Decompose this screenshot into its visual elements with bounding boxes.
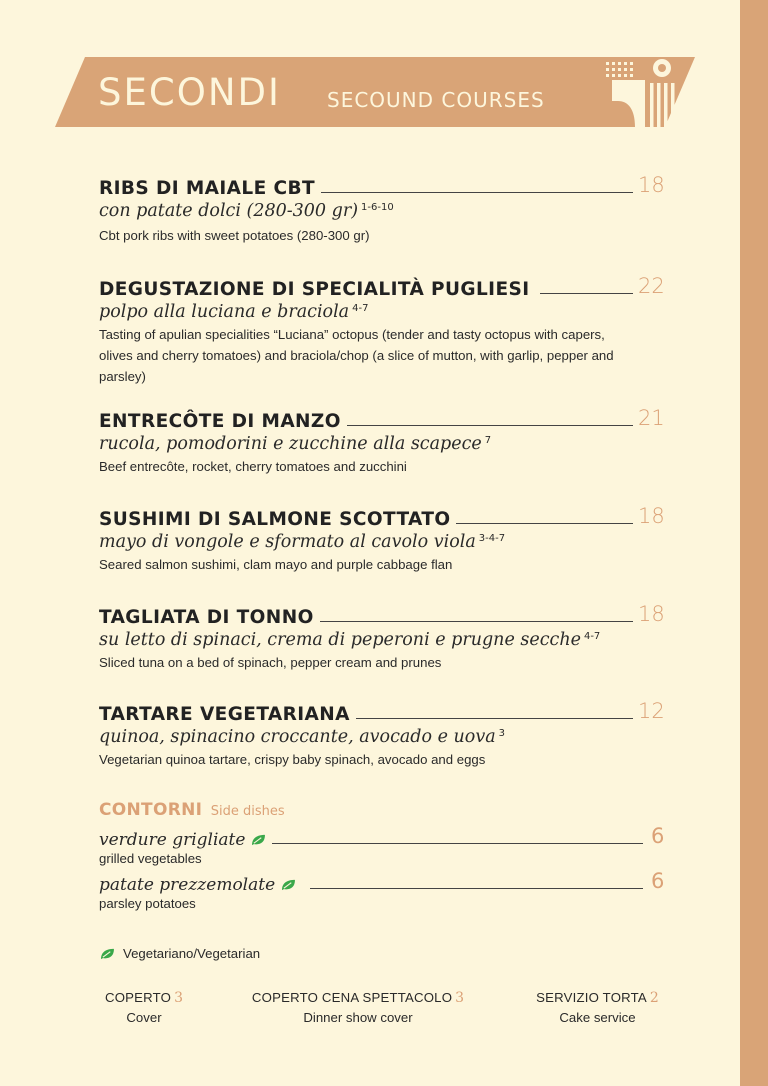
fee-price: 3 [174, 990, 184, 1006]
dish-price: 18 [638, 504, 665, 528]
dish-name: DEGUSTAZIONE DI SPECIALITÀ PUGLIESI [99, 279, 530, 300]
side-dishes-heading [99, 800, 285, 820]
side-dish-price: 6 [651, 824, 665, 848]
dish-subtitle-text: su letto di spinaci, crema di peperoni e prugne secche [99, 630, 581, 650]
leader-line [540, 293, 634, 294]
menu-item [99, 504, 665, 575]
dish-subtitle-text: con patate dolci (280-300 gr) [99, 201, 359, 221]
dish-subtitle [99, 434, 639, 454]
legend-label: Vegetariano/Vegetarian [123, 946, 261, 961]
allergens: 4-7 [583, 631, 601, 642]
fee-price: 3 [455, 990, 465, 1006]
allergens: 7 [484, 435, 492, 446]
allergens: 1-6-10 [361, 202, 394, 213]
side-decor-strip [740, 0, 768, 1086]
fee-english: Cake service [559, 1010, 636, 1025]
menu-item [99, 274, 665, 387]
dish-subtitle-text: polpo alla luciana e braciola [99, 302, 350, 322]
dish-name: TAGLIATA DI TONNO [99, 607, 314, 628]
leaf-icon [251, 834, 266, 846]
fee-name: COPERTO CENA SPETTACOLO [251, 990, 453, 1005]
page-subtitle: SECOUND COURSES [327, 88, 545, 112]
side-dish-price: 6 [651, 869, 665, 893]
leader-line [272, 843, 643, 844]
dish-name: TARTARE VEGETARIANA [99, 704, 350, 725]
leaf-icon [281, 879, 296, 891]
dish-subtitle-text: quinoa, spinacino croccante, avocado e uova [99, 727, 496, 747]
leader-line [321, 192, 633, 193]
fee-english: Dinner show cover [303, 1010, 413, 1025]
allergens: 3-4-7 [478, 533, 506, 544]
side-dish-item [99, 869, 665, 911]
fee-item [231, 989, 485, 1025]
side-dish-description: grilled vegetables [99, 851, 202, 866]
dish-price: 22 [638, 274, 665, 298]
side-dish-name [99, 830, 266, 850]
leader-line [456, 523, 633, 524]
dish-description: Beef entrecôte, rocket, cherry tomatoes and zucchini [99, 459, 407, 474]
dish-description: Vegetarian quinoa tartare, crispy baby spinach, avocado and eggs [99, 752, 486, 767]
dish-description: Sliced tuna on a bed of spinach, pepper cream and prunes [99, 655, 442, 670]
leader-line [310, 888, 643, 889]
leader-line [356, 718, 633, 719]
menu-item [99, 699, 665, 770]
dish-subtitle-text: mayo di vongole e sformato al cavolo viola [99, 532, 476, 552]
fee-price: 2 [649, 990, 659, 1006]
dish-description: Seared salmon sushimi, clam mayo and purple cabbage flan [99, 557, 453, 572]
legend [100, 946, 260, 961]
menu-item [99, 602, 665, 673]
allergens: 3 [498, 728, 506, 739]
dish-description: Tasting of apulian specialities “Luciana” octopus (tender and tasty octopus with capers, olives and cherry tomatoes) and braciola/chop (a slice of mutton, with garlip, pepper and parsley) [99, 327, 614, 384]
dish-price: 18 [638, 173, 665, 197]
dish-subtitle [99, 201, 639, 221]
side-dish-item [99, 824, 665, 866]
side-dishes-title: CONTORNI [99, 800, 203, 820]
fee-name: COPERTO [104, 990, 172, 1005]
leaf-icon [100, 948, 115, 960]
dish-subtitle [99, 532, 639, 552]
dish-subtitle [99, 727, 639, 747]
side-dish-name-text: patate prezzemolate [99, 875, 276, 895]
dish-description: Cbt pork ribs with sweet potatoes (280-300 gr) [99, 228, 370, 243]
dish-price: 21 [638, 406, 665, 430]
fee-name: SERVIZIO TORTA [536, 990, 647, 1005]
dish-subtitle [99, 630, 639, 650]
menu-item [99, 406, 665, 477]
dish-subtitle-text: rucola, pomodorini e zucchine alla scapece [99, 434, 482, 454]
page-title: SECONDI [98, 71, 281, 114]
dish-name: SUSHIMI DI SALMONE SCOTTATO [99, 509, 451, 530]
side-dish-name [99, 875, 296, 895]
dish-subtitle [99, 302, 639, 322]
dish-price: 12 [638, 699, 665, 723]
dish-price: 18 [638, 602, 665, 626]
leader-line [320, 621, 633, 622]
side-dish-name-text: verdure grigliate [99, 830, 246, 850]
fee-item [98, 989, 190, 1025]
allergens: 4-7 [352, 303, 369, 314]
side-dish-description: parsley potatoes [99, 896, 196, 911]
menu-item [99, 173, 665, 246]
fee-item [525, 989, 670, 1025]
leader-line [347, 425, 633, 426]
dish-name: ENTRECÔTE DI MANZO [99, 411, 341, 432]
dish-name: RIBS DI MAIALE CBT [99, 178, 315, 199]
side-dishes-subtitle: Side dishes [210, 804, 285, 819]
fee-english: Cover [126, 1010, 162, 1025]
